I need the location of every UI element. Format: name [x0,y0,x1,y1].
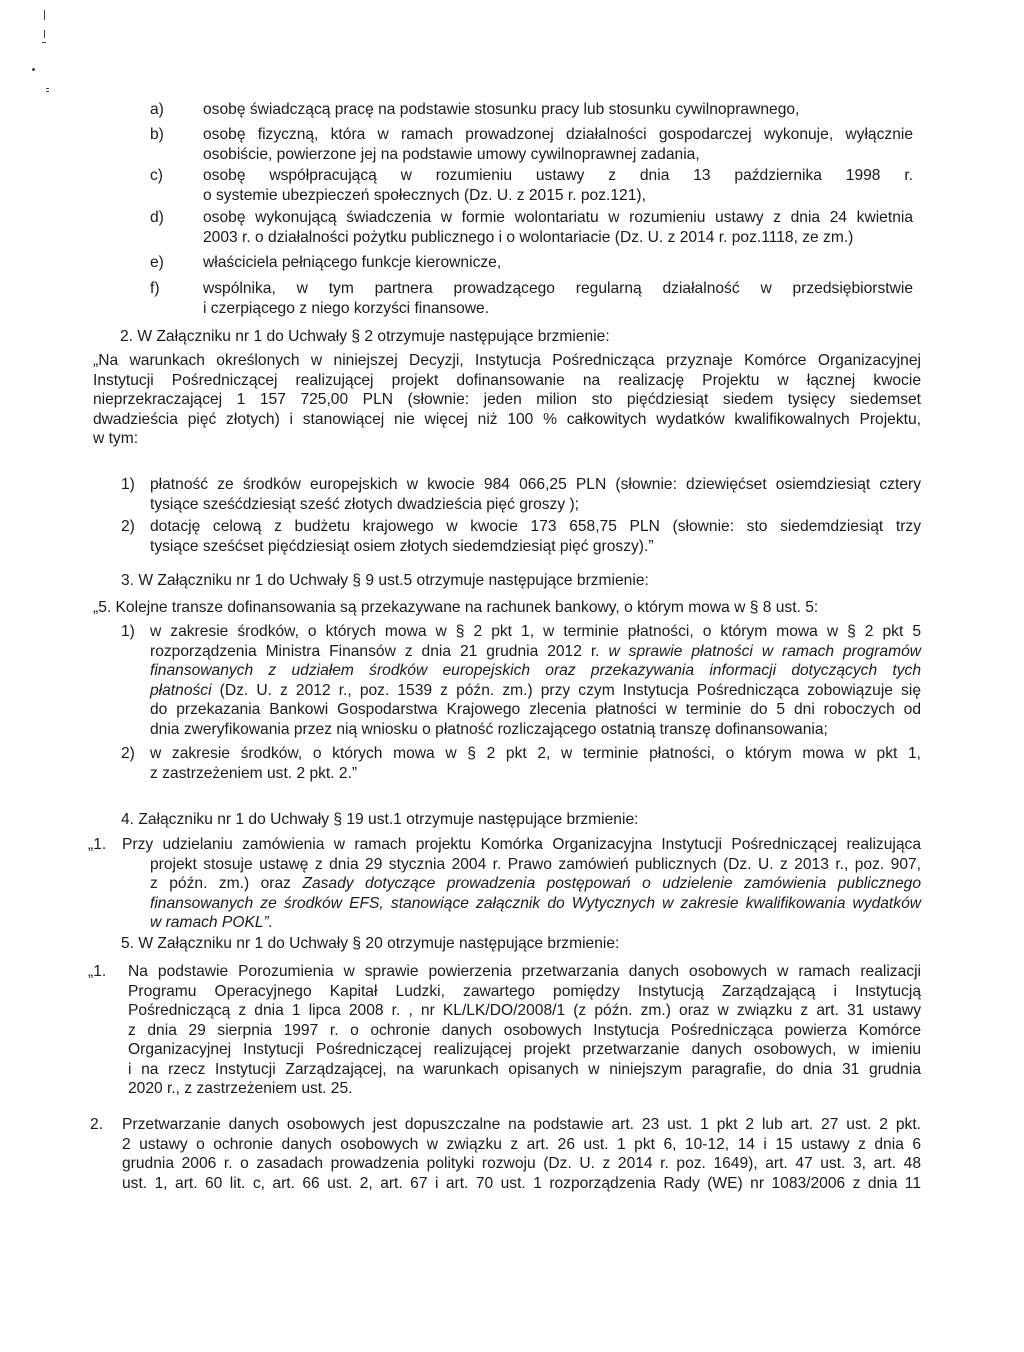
list-item: Na podstawie Porozumienia w sprawie powierzenia przetwarzania danych osobowych w ramach realizacji Programu Operacyjnego Kapitał Ludzki, zawartego pomiędzy Instytucją Zarządzającą i Instytucją Pośredniczącą z dnia 1 lipca 2008 r. , nr KL/LK/DO/2008/1 (z późn. zm.) oraz w związku z art. 31 ustawy z dnia 29 sierpnia 1997 r. o ochronie danych osobowych Instytucja Pośrednicząca powierza Komórce Organizacyjnej Instytucji Pośredniczącej realizującej projekt przetwarzanie danych osobowych, w imieniu i na rzecz Instytucji Zarządzającej, na warunkach opisanych w niniejszym paragrafie, do dnia 31 grudnia 2020 r., z zastrzeżeniem ust. 25. [128,963,921,1097]
list-item: w zakresie środków, o których mowa w § 2 pkt 1, w terminie płatności, o którym mowa w § 2 pkt 5 rozporządzenia Ministra Finansów z dnia 21 grudnia 2012 r. w sprawie płatności w ramach programów finansowanych z udziałem środków europejskich oraz przekazywania informacji dotyczących tych płatności (Dz. U. z 2012 r., poz. 1539 z późn. zm.) przy czym Instytucja Pośrednicząca zobowiązuje się do przekazania Bankowi Gospodarstwa Krajowego zlecenia płatności w terminie do 5 dni roboczych od dnia zweryfikowania przez nią wniosku o płatność rozliczającego ostatnią transzę dofinansowania; [150,623,921,738]
section-5-heading: 5. W Załączniku nr 1 do Uchwały § 20 otrzymuje następujące brzmienie: [121,935,620,952]
list-label: 2) [121,518,135,535]
list-label: b) [150,126,164,143]
list-label: 1) [121,623,135,640]
scan-marks [28,4,58,104]
list-label: d) [150,209,164,226]
list-label: e) [150,254,164,271]
list-label: 2. [90,1116,104,1133]
section-3-intro: „5. Kolejne transze dofinansowania są przekazywane na rachunek bankowy, o którym mowa w § 8 ust. 5: [93,599,819,616]
list-label: „1. [88,963,107,980]
list-label: c) [150,167,163,184]
list-item: osobę fizyczną, która w ramach prowadzonej działalności gospodarczej wykonuje, wyłącznie osobiście, powierzone jej na podstawie umowy cywilnoprawnej zadania, [203,126,913,163]
list-label: „1. [88,836,107,853]
section-4-heading: 4. Załączniku nr 1 do Uchwały § 19 ust.1 otrzymuje następujące brzmienie: [121,811,639,828]
section-2-heading: 2. W Załączniku nr 1 do Uchwały § 2 otrzymuje następujące brzmienie: [120,328,610,345]
list-label: f) [150,280,160,297]
list-label: a) [150,101,164,118]
list-label: 1) [121,476,135,493]
list-item: właściciela pełniącego funkcje kierownicze, [203,254,502,271]
section-3-heading: 3. W Załączniku nr 1 do Uchwały § 9 ust.5 otrzymuje następujące brzmienie: [121,572,649,589]
list-item: wspólnika, w tym partnera prowadzącego regularną działalność w przedsiębiorstwie i czerpiącego z niego korzyści finansowe. [203,280,913,317]
section-2-paragraph: „Na warunkach określonych w niniejszej Decyzji, Instytucja Pośrednicząca przyznaje Komórce Organizacyjnej Instytucji Pośredniczącej realizującej projekt dofinansowanie na realizację Projektu w łącznej kwocie nieprzekraczającej 1 157 725,00 PLN (słownie: jeden milion sto pięćdziesiąt siedem tysięcy siedemset dwadzieścia pięć złotych) i stanowiącej nie więcej niż 100 % całkowitych wydatków kwalifikowalnych Projektu, w tym: [93,352,921,447]
list-item: w zakresie środków, o których mowa w § 2 pkt 2, w terminie płatności, o którym mowa w pkt 1, z zastrzeżeniem ust. 2 pkt. 2.” [150,745,921,782]
list-item: osobę wykonującą świadczenia w formie wolontariatu w rozumieniu ustawy z dnia 24 kwietnia 2003 r. o działalności pożytku publicznego i o wolontariacie (Dz. U. z 2014 r. poz.1118, ze zm.) [203,209,913,246]
list-item: Przetwarzanie danych osobowych jest dopuszczalne na podstawie art. 23 ust. 1 pkt 2 lub art. 27 ust. 2 pkt. 2 ustawy o ochronie danych osobowych w związku z art. 26 ust. 1 pkt 6, 10-12, 14 i 15 ustawy z dnia 6 grudnia 2006 r. o zasadach prowadzenia polityki rozwoju (Dz. U. z 2014 r. poz. 1649), art. 47 ust. 3, art. 48 ust. 1, art. 60 lit. c, art. 66 ust. 2, art. 67 i art. 70 ust. 1 rozporządzenia Rady (WE) nr 1083/2006 z dnia 11 [122,1116,921,1192]
list-label: 2) [121,745,135,762]
list-item: płatność ze środków europejskich w kwocie 984 066,25 PLN (słownie: dziewięćset osiemdziesiąt cztery tysiące sześćdziesiąt sześć złotych dwadzieścia pięć groszy ); [150,476,921,513]
list-item: osobę współpracującą w rozumieniu ustawy z dnia 13 października 1998 r. o systemie ubezpieczeń społecznych (Dz. U. z 2015 r. poz.121), [203,167,913,204]
list-item: osobę świadczącą pracę na podstawie stosunku pracy lub stosunku cywilnoprawnego, [203,101,800,118]
list-item: dotację celową z budżetu krajowego w kwocie 173 658,75 PLN (słownie: sto siedemdziesiąt trzy tysiące sześćset pięćdziesiąt osiem złotych siedemdziesiąt pięć groszy).” [150,518,921,555]
list-item: Przy udzielaniu zamówienia w ramach projektu Komórka Organizacyjna Instytucji Pośredniczącej realizująca projekt stosuje ustawę z dnia 29 stycznia 2004 r. Prawo zamówień publicznych (Dz. U. z 2013 r., poz. 907, z późn. zm.) oraz Zasady dotyczące prowadzenia postępowań o udzielenie zamówienia publicznego finansowanych ze środków EFS, stanowiące załącznik do Wytycznych w zakresie kwalifikowania wydatków w ramach POKL”. [122,836,921,931]
